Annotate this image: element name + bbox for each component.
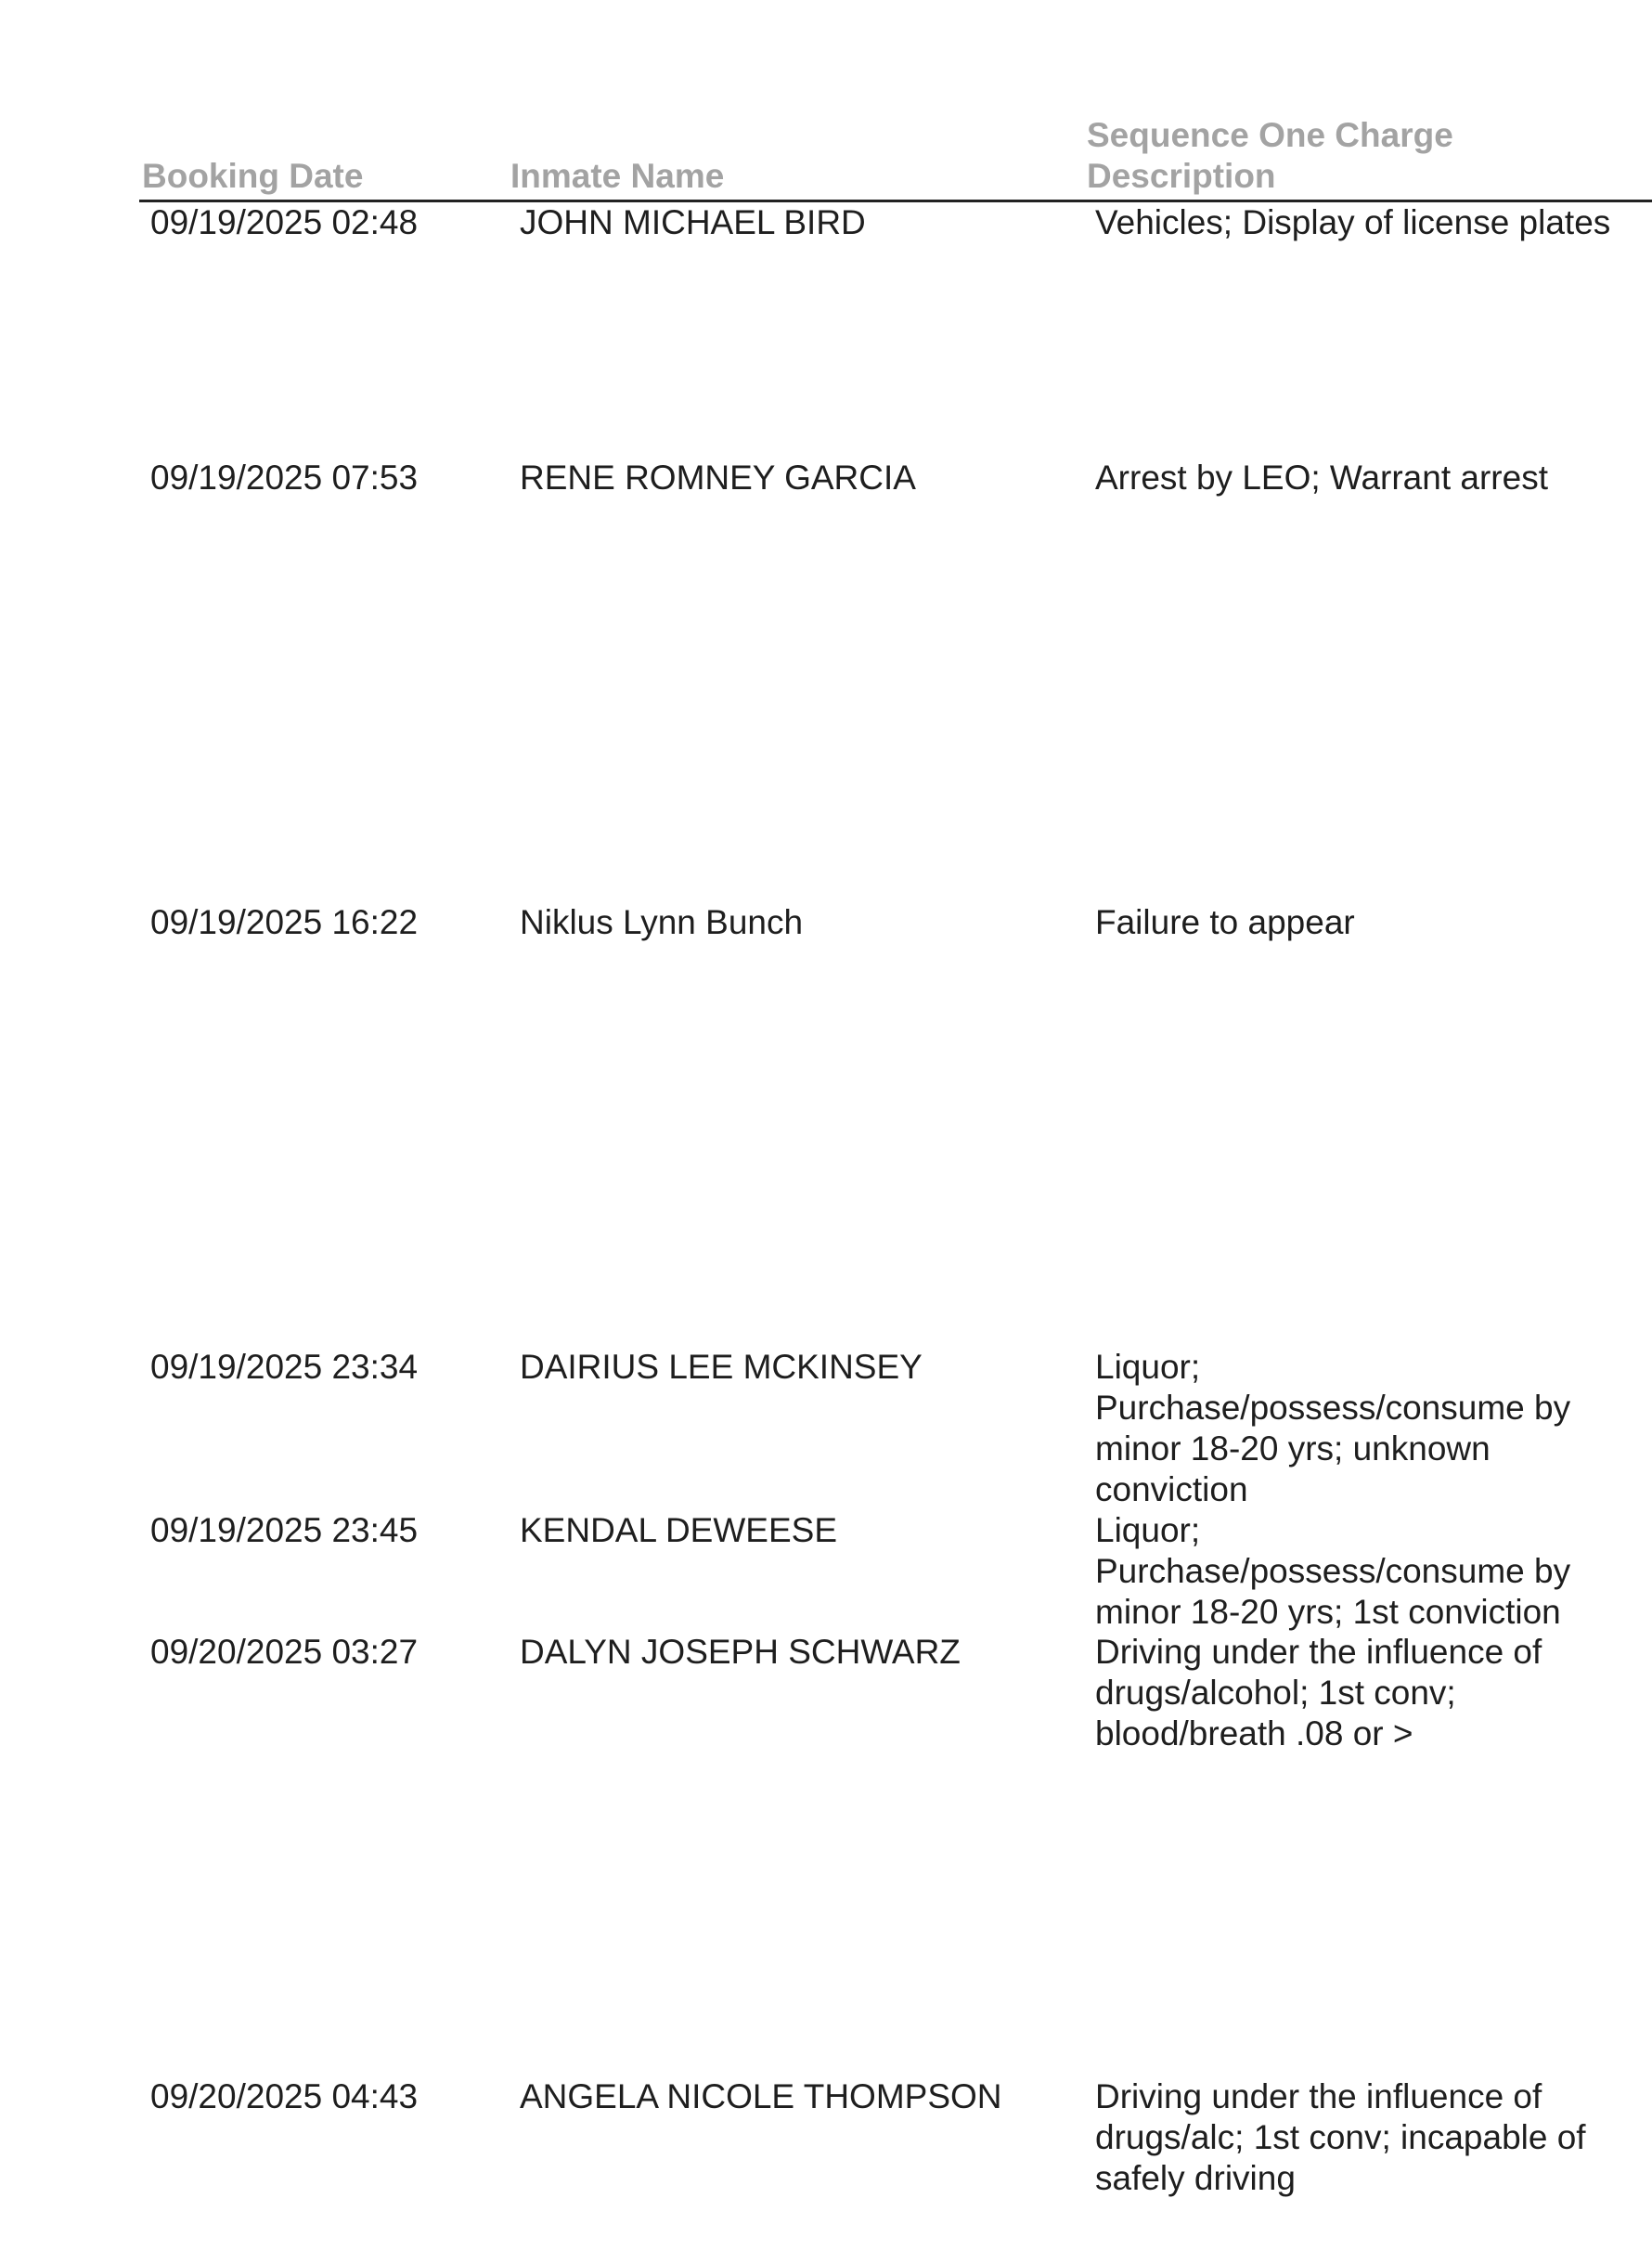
charge-line: Purchase/possess/consume by: [1095, 1389, 1571, 1427]
charge-line: conviction: [1095, 1470, 1248, 1508]
charge-line: Vehicles; Display of license plates: [1095, 203, 1611, 241]
column-header-charge-line2: Description: [1087, 157, 1276, 195]
charge-description-cell: [1095, 1347, 1615, 1510]
charge-line: minor 18-20 yrs; 1st conviction: [1095, 1593, 1561, 1631]
charge-line: Liquor;: [1095, 1348, 1201, 1386]
column-header-inmate-name: Inmate Name: [510, 157, 725, 195]
column-header-charge-line1: Sequence One Charge: [1087, 116, 1453, 154]
inmate-name-cell: ANGELA NICOLE THOMPSON: [520, 2077, 1002, 2115]
booking-date-cell: 09/19/2025 23:34: [150, 1348, 419, 1386]
charge-description-cell: [1095, 1510, 1615, 1633]
booking-date-cell: 09/20/2025 03:27: [150, 1633, 419, 1671]
charge-description-cell: [1095, 202, 1615, 243]
charge-line: Arrest by LEO; Warrant arrest: [1095, 459, 1548, 497]
inmate-name-cell: DAIRIUS LEE MCKINSEY: [520, 1348, 923, 1386]
table-header: [0, 0, 1652, 204]
inmate-name-cell: Niklus Lynn Bunch: [520, 903, 804, 941]
charge-description-cell: [1095, 458, 1615, 498]
charge-description-cell: [1095, 902, 1615, 943]
inmate-name-cell: KENDAL DEWEESE: [520, 1511, 837, 1549]
inmate-name-cell: DALYN JOSEPH SCHWARZ: [520, 1633, 961, 1671]
booking-date-cell: 09/19/2025 07:53: [150, 459, 419, 497]
charge-line: Purchase/possess/consume by: [1095, 1552, 1571, 1590]
charge-description-cell: [1095, 2076, 1615, 2199]
charge-line: drugs/alcohol; 1st conv;: [1095, 1674, 1456, 1712]
charge-line: Liquor;: [1095, 1511, 1201, 1549]
charge-line: drugs/alc; 1st conv; incapable of: [1095, 2118, 1586, 2156]
column-header-booking-date: Booking Date: [142, 157, 364, 195]
booking-date-cell: 09/19/2025 16:22: [150, 903, 419, 941]
charge-description-cell: [1095, 1632, 1615, 1754]
charge-line: safely driving: [1095, 2159, 1296, 2197]
column-header-charge-description: [1087, 115, 1532, 197]
charge-line: minor 18-20 yrs; unknown: [1095, 1429, 1491, 1468]
inmate-name-cell: RENE ROMNEY GARCIA: [520, 459, 916, 497]
charge-line: Failure to appear: [1095, 903, 1355, 941]
charge-line: Driving under the influence of: [1095, 2077, 1542, 2115]
booking-date-cell: 09/19/2025 23:45: [150, 1511, 419, 1549]
booking-date-cell: 09/19/2025 02:48: [150, 203, 419, 241]
charge-line: Driving under the influence of: [1095, 1633, 1542, 1671]
booking-date-cell: 09/20/2025 04:43: [150, 2077, 419, 2115]
charge-line: blood/breath .08 or >: [1095, 1714, 1413, 1752]
inmate-name-cell: JOHN MICHAEL BIRD: [520, 203, 866, 241]
